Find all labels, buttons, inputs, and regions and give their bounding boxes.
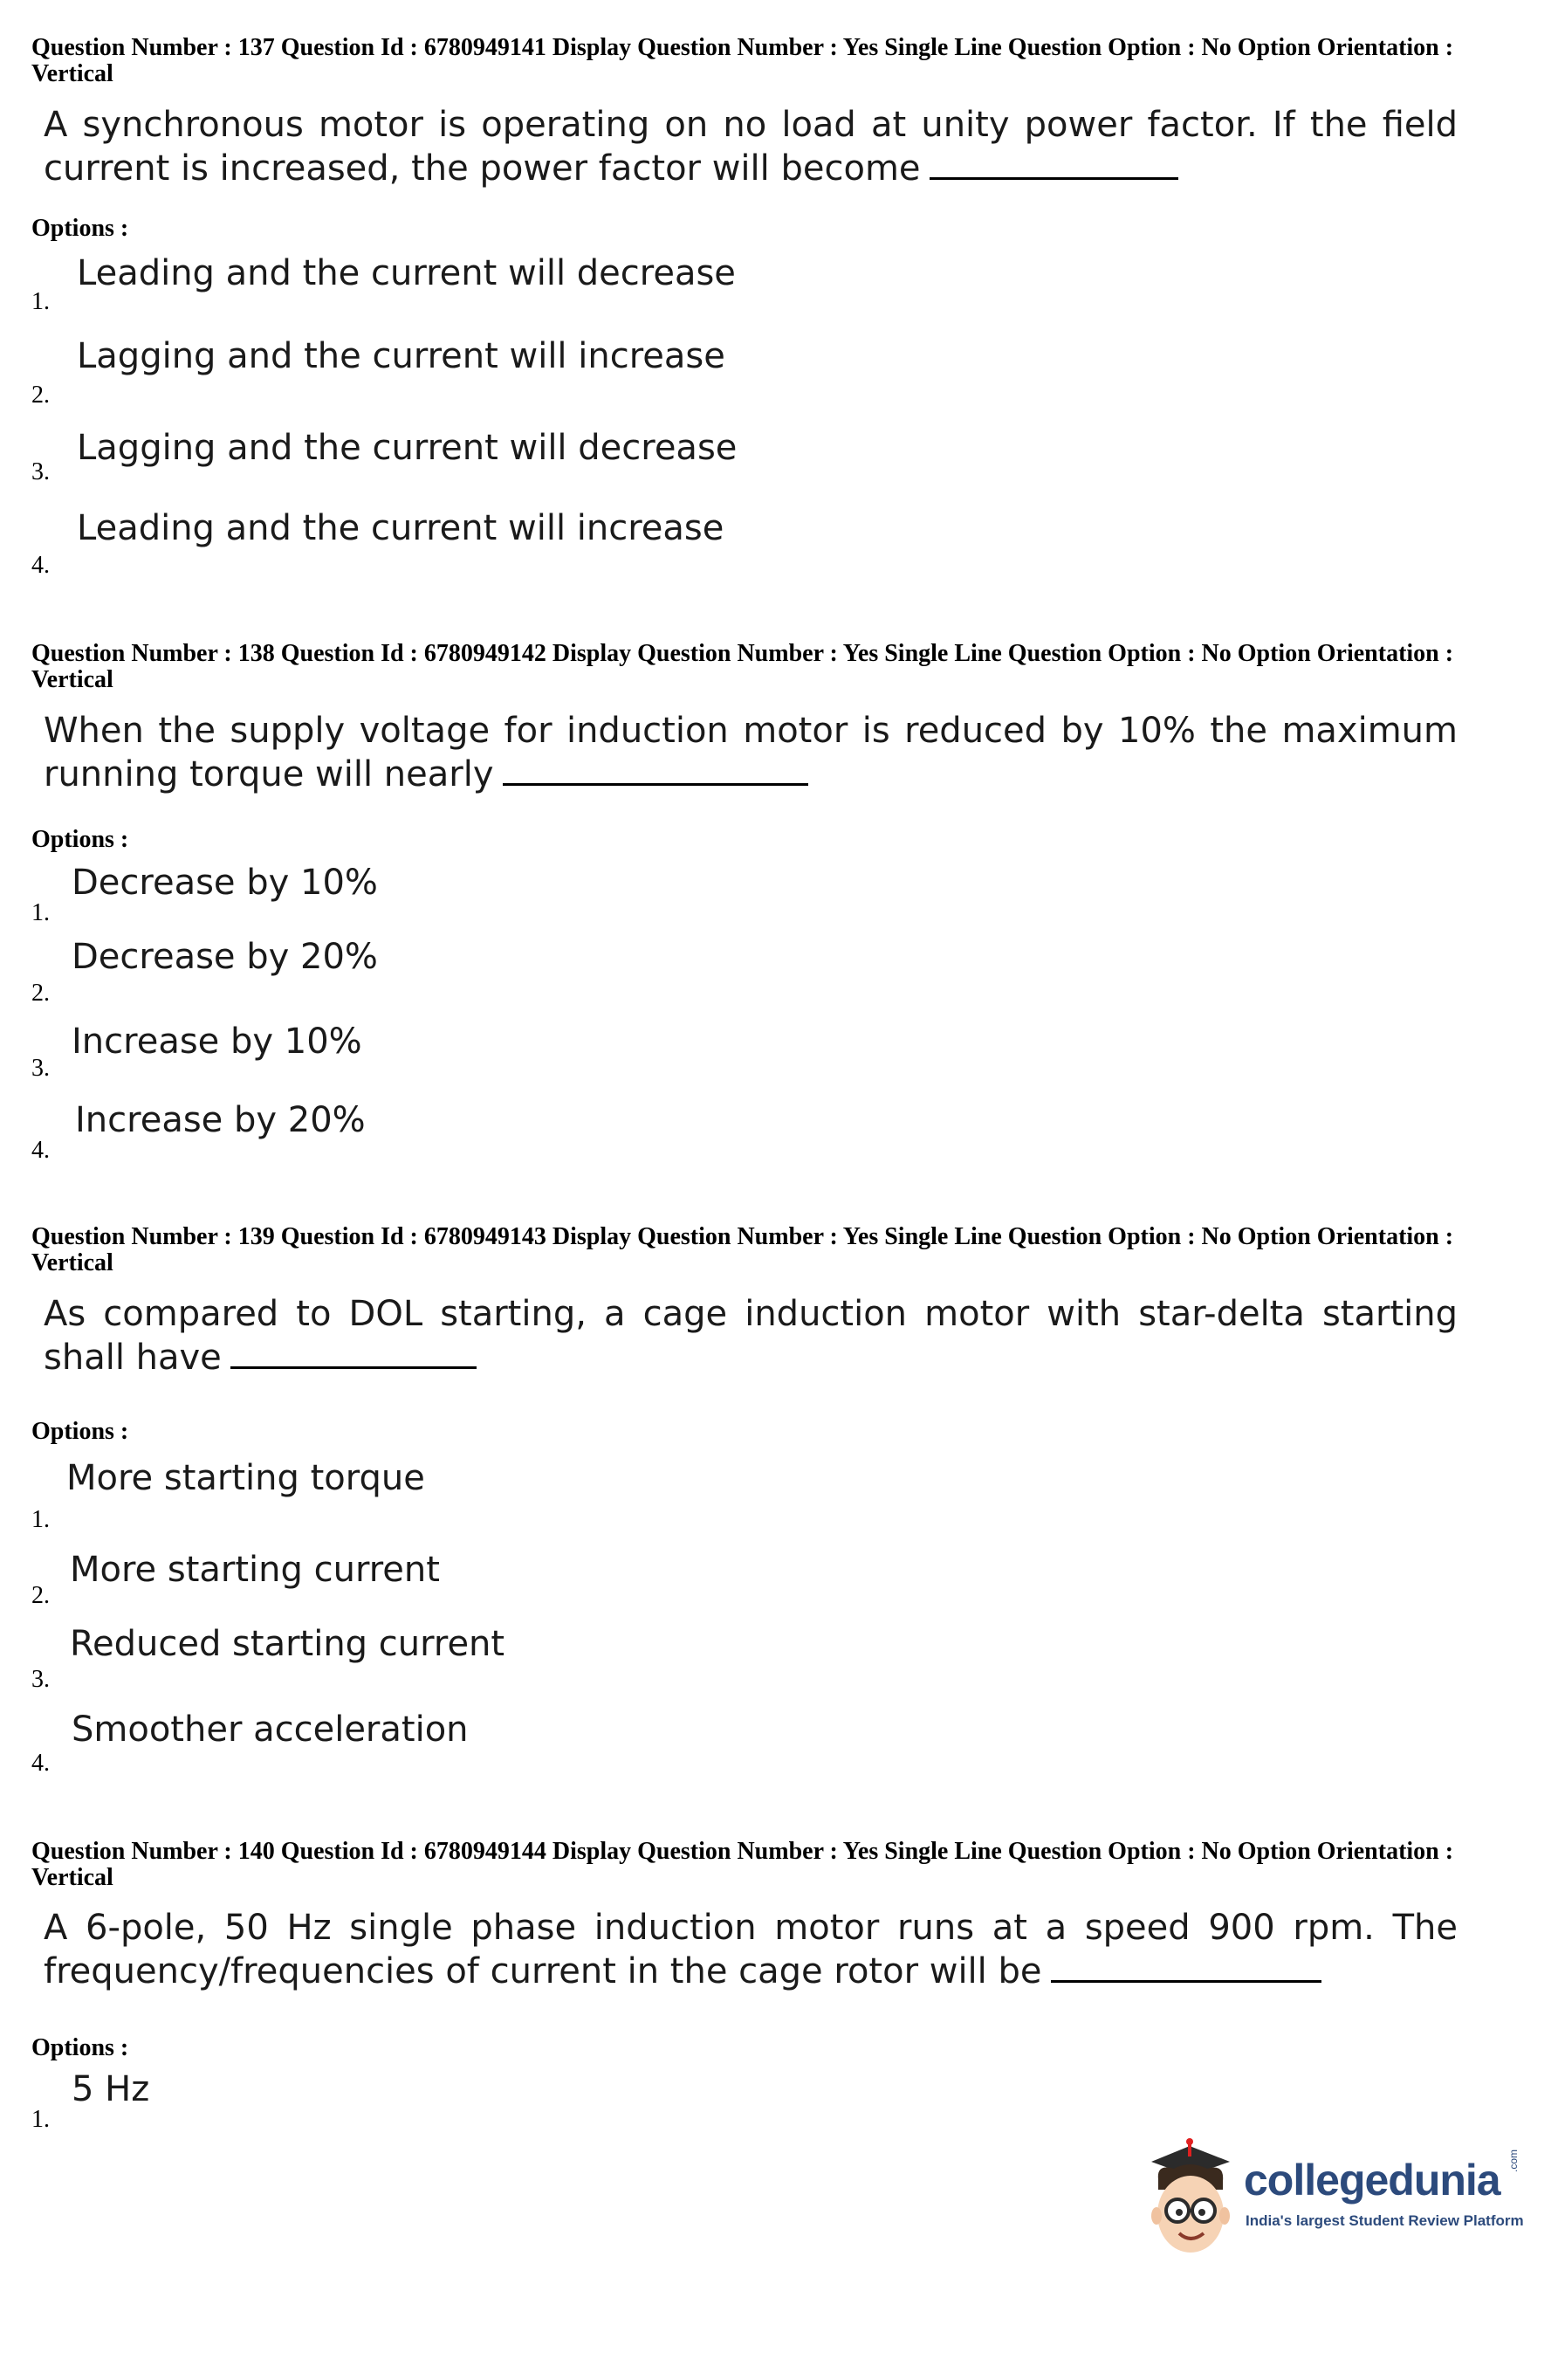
answer-blank	[503, 755, 808, 786]
question-meta: Question Number : 139 Question Id : 6780949143 Display Question Number : Yes Single Line Question Option : No Option Orientation : Vertical	[31, 1223, 1454, 1276]
option-number: 1.	[31, 288, 50, 315]
question-meta: Question Number : 138 Question Id : 6780949142 Display Question Number : Yes Single Line Question Option : No Option Orientation : Vertical	[31, 640, 1454, 693]
logo-suffix: .com	[1507, 2149, 1520, 2172]
option-number: 4.	[31, 1750, 50, 1777]
option-number: 1.	[31, 2106, 50, 2133]
answer-blank	[230, 1338, 477, 1369]
question-text-content: When the supply voltage for induction motor is reduced by 10% the maximum running torque will nearly	[44, 711, 1458, 794]
question-text-content: As compared to DOL starting, a cage induction motor with star-delta starting shall have	[44, 1294, 1458, 1378]
options-label: Options :	[31, 2034, 129, 2061]
option-text[interactable]: Smoother acceleration	[72, 1709, 469, 1750]
option-text[interactable]: Leading and the current will increase	[77, 508, 724, 548]
option-text[interactable]: 5 Hz	[72, 2069, 150, 2109]
options-label: Options :	[31, 215, 129, 242]
question-meta: Question Number : 140 Question Id : 6780949144 Display Question Number : Yes Single Line Question Option : No Option Orientation : Vertical	[31, 1838, 1454, 1891]
option-number: 3.	[31, 458, 50, 485]
option-text[interactable]: Increase by 20%	[75, 1100, 366, 1140]
option-text[interactable]: More starting current	[70, 1550, 440, 1590]
question-text	[44, 709, 1458, 796]
option-text[interactable]: Decrease by 10%	[72, 863, 378, 903]
question-meta: Question Number : 137 Question Id : 6780949141 Display Question Number : Yes Single Line Question Option : No Option Orientation : Vertical	[31, 34, 1454, 87]
option-number: 4.	[31, 552, 50, 579]
options-label: Options :	[31, 1418, 129, 1445]
option-number: 3.	[31, 1055, 50, 1082]
logo-tagline: India's largest Student Review Platform	[1246, 2212, 1524, 2229]
question-text-content: A synchronous motor is operating on no load at unity power factor. If the field current is increased, the power factor will become	[44, 105, 1458, 189]
option-text[interactable]: Lagging and the current will decrease	[77, 428, 738, 468]
answer-blank	[1051, 1952, 1321, 1983]
option-text[interactable]: Decrease by 20%	[72, 937, 378, 977]
option-text[interactable]: Lagging and the current will increase	[77, 336, 725, 376]
option-text[interactable]: Increase by 10%	[72, 1021, 362, 1062]
logo-wordmark: collegedunia	[1244, 2156, 1500, 2205]
option-number: 2.	[31, 382, 50, 409]
option-number: 2.	[31, 980, 50, 1007]
answer-blank	[930, 149, 1178, 180]
option-number: 1.	[31, 899, 50, 926]
mascot-icon	[1139, 2137, 1242, 2268]
option-number: 2.	[31, 1582, 50, 1609]
option-number: 4.	[31, 1137, 50, 1164]
question-text-content: A 6-pole, 50 Hz single phase induction motor runs at a speed 900 rpm. The frequency/frequencies of current in the cage rotor will be	[44, 1908, 1458, 1991]
question-text	[44, 1292, 1458, 1379]
option-text[interactable]: Reduced starting current	[70, 1624, 505, 1664]
option-number: 1.	[31, 1506, 50, 1533]
option-text[interactable]: More starting torque	[66, 1458, 425, 1498]
option-text[interactable]: Leading and the current will decrease	[77, 253, 736, 293]
option-number: 3.	[31, 1666, 50, 1693]
options-label: Options :	[31, 826, 129, 853]
question-text	[44, 103, 1458, 190]
collegedunia-logo	[1139, 2137, 1532, 2268]
question-text	[44, 1906, 1458, 1993]
